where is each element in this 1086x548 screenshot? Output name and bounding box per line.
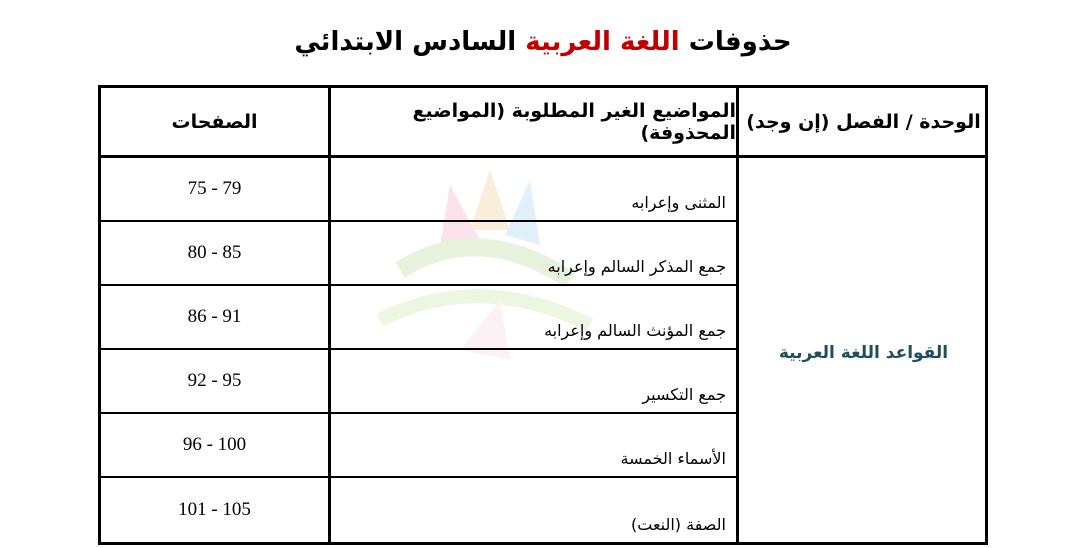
pages-value: 92 - 95 <box>187 370 242 391</box>
pages-value: 101 - 105 <box>178 499 251 520</box>
header-pages <box>101 88 331 158</box>
topic-value: جمع المذكر السالم وإعرابه <box>547 257 726 276</box>
pages-value: 96 - 100 <box>182 434 247 455</box>
header-pages-label: الصفحات <box>171 110 258 133</box>
table-row-pages <box>101 350 331 414</box>
table-row-pages <box>101 478 331 542</box>
table-row-pages <box>101 158 331 222</box>
title-part3: السادس الابتدائي <box>294 27 517 57</box>
table-row-pages <box>101 286 331 350</box>
title-subject: اللغة العربية <box>525 27 680 57</box>
unit-cell <box>739 158 988 548</box>
table-row-topic <box>331 286 739 350</box>
unit-name: القواعد اللغة العربية <box>778 343 949 363</box>
header-unit-label: الوحدة / الفصل (إن وجد) <box>746 110 981 133</box>
table-row-topic <box>331 478 739 542</box>
header-unit <box>739 88 988 158</box>
topic-value: الصفة (النعت) <box>630 515 726 534</box>
pages-value: 75 - 79 <box>187 178 242 199</box>
pages-value: 80 - 85 <box>187 242 242 263</box>
topic-value: الأسماء الخمسة <box>620 449 726 468</box>
topic-value: المثنى وإعرابه <box>631 193 726 212</box>
topic-value: جمع المؤنث السالم وإعرابه <box>544 321 726 340</box>
table-row-topic <box>331 222 739 286</box>
table-row-topic <box>331 350 739 414</box>
table-row-topic <box>331 158 739 222</box>
header-topics-label: المواضيع الغير المطلوبة (المواضيع المحذوفة) <box>412 99 736 144</box>
header-topics <box>331 88 739 158</box>
table-row-topic <box>331 414 739 478</box>
table-row-pages <box>101 222 331 286</box>
title-part1: حذوفات <box>688 27 792 57</box>
pages-value: 86 - 91 <box>187 306 242 327</box>
deletions-table <box>98 85 988 545</box>
topic-value: جمع التكسير <box>642 385 726 404</box>
table-row-pages <box>101 414 331 478</box>
page-title <box>0 22 1086 62</box>
